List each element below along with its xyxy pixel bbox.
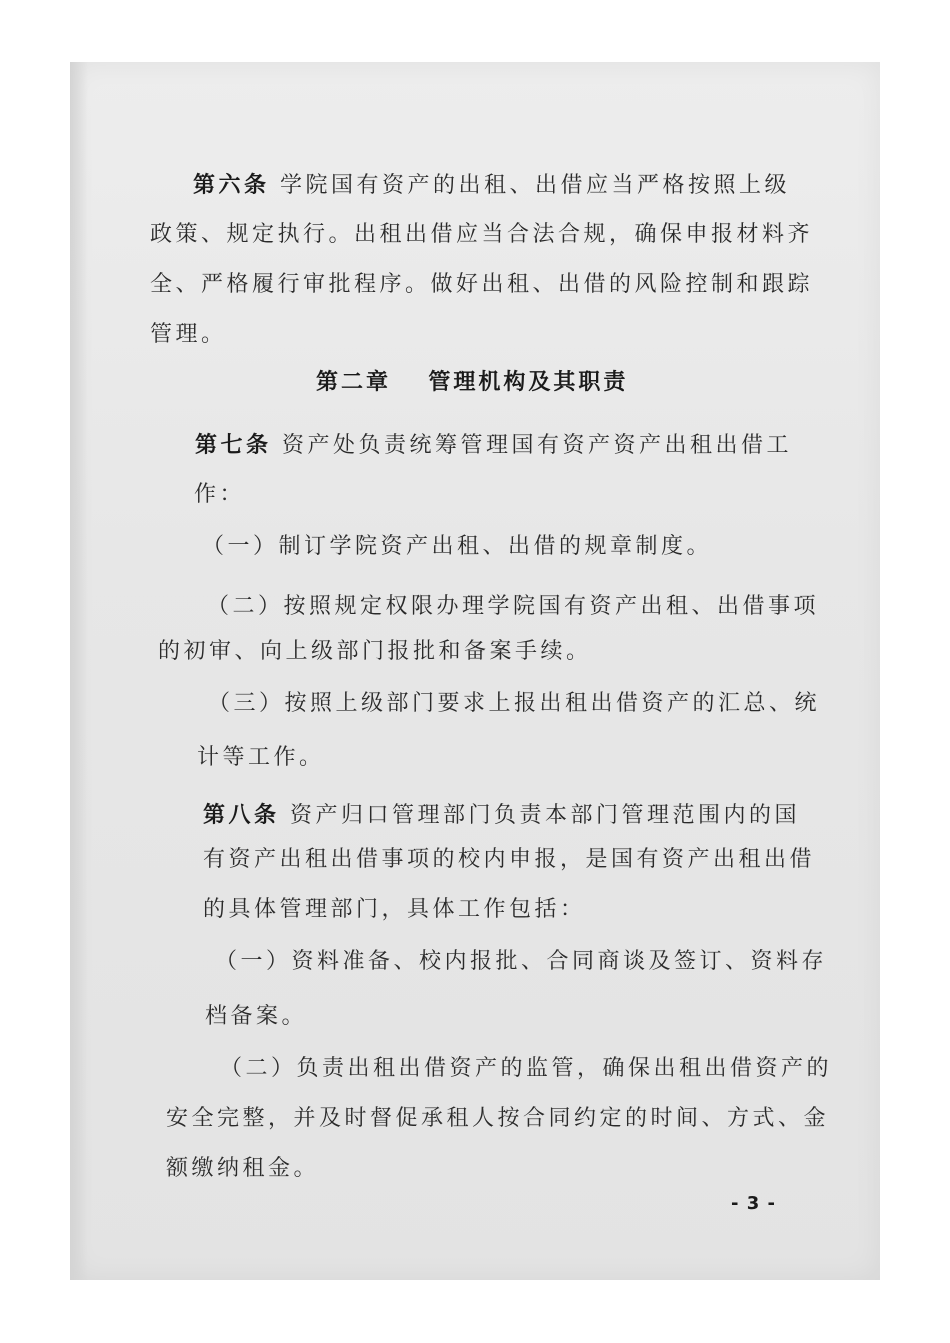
article-8-item-2-line-1: （二）负责出租出借资产的监管，确保出租出借资产的 bbox=[220, 1056, 833, 1081]
article-7-line-1 bbox=[195, 430, 792, 461]
document-page bbox=[70, 62, 880, 1280]
article-7-line-2: 作： bbox=[194, 482, 246, 507]
article-7-text-1: 资产处负责统筹管理国有资产资产出租出借工 bbox=[282, 433, 793, 458]
article-8-text-1: 资产归口管理部门负责本部门管理范围内的国 bbox=[290, 803, 801, 828]
article-8-item-1-line-2: 档备案。 bbox=[205, 1004, 308, 1029]
article-6-text-1: 学院国有资产的出租、出借应当严格按照上级 bbox=[280, 173, 791, 198]
article-7-item-2-line-2: 的初审、向上级部门报批和备案手续。 bbox=[158, 639, 592, 664]
article-6-label: 第六条 bbox=[193, 172, 270, 198]
article-8-line-3: 的具体管理部门，具体工作包括： bbox=[203, 897, 586, 922]
article-7-item-3-line-2: 计等工作。 bbox=[197, 745, 325, 770]
article-8-item-2-line-2: 安全完整，并及时督促承租人按合同约定的时间、方式、金 bbox=[166, 1106, 830, 1131]
chapter-number: 第二章 bbox=[316, 369, 392, 395]
article-8-line-2: 有资产出租出借事项的校内申报，是国有资产出租出借 bbox=[203, 847, 816, 872]
article-6-line-2: 政策、规定执行。出租出借应当合法合规，确保申报材料齐 bbox=[150, 222, 814, 247]
page-number: - 3 - bbox=[731, 1193, 776, 1214]
article-7-item-1: （一）制订学院资产出租、出借的规章制度。 bbox=[202, 534, 713, 559]
article-8-line-1 bbox=[203, 800, 800, 831]
article-8-item-1-line-1: （一）资料准备、校内报批、合同商谈及签订、资料存 bbox=[215, 949, 828, 974]
chapter-heading bbox=[316, 367, 628, 397]
article-8-item-2-line-3: 额缴纳租金。 bbox=[166, 1156, 320, 1181]
article-7-label: 第七条 bbox=[195, 432, 272, 458]
article-8-label: 第八条 bbox=[203, 802, 280, 828]
article-6-line-3: 全、严格履行审批程序。做好出租、出借的风险控制和跟踪 bbox=[150, 272, 814, 297]
article-7-item-3-line-1: （三）按照上级部门要求上报出租出借资产的汇总、统 bbox=[208, 691, 821, 716]
article-7-item-2-line-1: （二）按照规定权限办理学院国有资产出租、出借事项 bbox=[207, 594, 820, 619]
chapter-title: 管理机构及其职责 bbox=[428, 369, 629, 395]
article-6-line-1 bbox=[193, 170, 790, 201]
article-6-line-4: 管理。 bbox=[150, 322, 227, 347]
